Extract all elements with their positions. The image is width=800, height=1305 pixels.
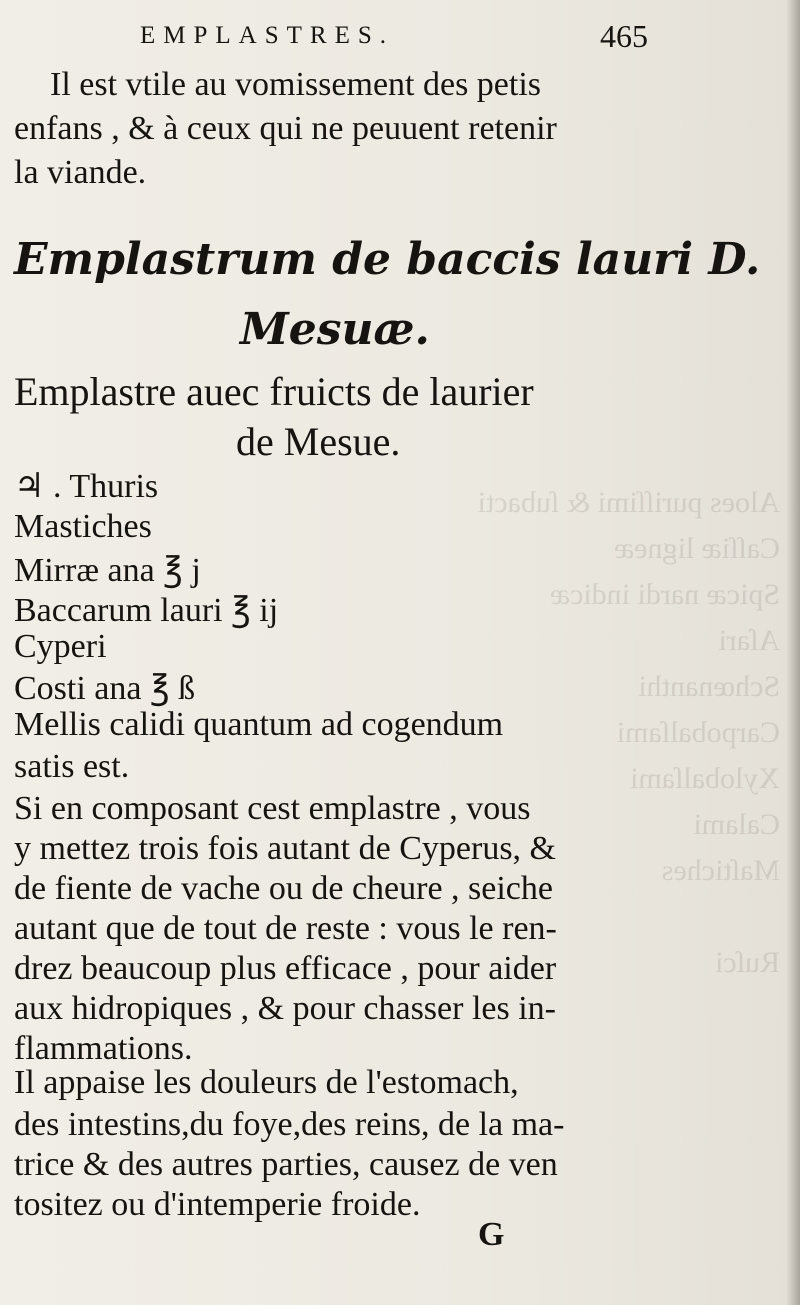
paragraph-line: des intestins,du foye,des reins, de la ma- — [14, 1106, 565, 1143]
latin-title-line-2: Mesuæ. — [240, 304, 430, 355]
paragraph-line: trice & des autres parties, causez de ven — [14, 1146, 558, 1183]
paragraph-line: satis est. — [14, 748, 130, 785]
recipe-line: Baccarum lauri ℥ ij — [14, 592, 279, 629]
latin-title-line-1: Emplastrum de baccis lauri D. — [14, 234, 761, 285]
french-title-line-2: de Mesue. — [236, 419, 401, 464]
recipe-line: Costi ana ℥ ß — [14, 670, 196, 707]
intro-line: Il est vtile au vomissement des petis — [50, 66, 542, 103]
recipe-line: Cyperi — [14, 628, 107, 665]
running-head: EMPLASTRES. — [140, 22, 395, 49]
paragraph-line: de fiente de vache ou de cheure , seiche — [14, 870, 553, 907]
page-edge-shadow — [786, 0, 800, 1305]
paragraph-line: tositez ou d'intemperie froide. — [14, 1186, 421, 1223]
paragraph-line: Mellis calidi quantum ad cogendum — [14, 706, 504, 743]
recipe-line: Mirræ ana ℥ j — [14, 552, 201, 589]
recipe-line: Mastiches — [14, 508, 152, 545]
signature-mark: G — [478, 1216, 505, 1253]
paragraph-line: drez beaucoup plus efficace , pour aider — [14, 950, 557, 987]
paragraph-line: flammations. — [14, 1030, 193, 1067]
page-number: 465 — [600, 18, 648, 54]
intro-line: la viande. — [14, 154, 147, 191]
paragraph-line: y mettez trois fois autant de Cyperus, & — [14, 830, 556, 867]
paragraph-line: Si en composant cest emplastre , vous — [14, 790, 531, 827]
recipe-line: ♃ . Thuris — [14, 468, 159, 505]
paragraph-line: autant que de tout de reste : vous le ren- — [14, 910, 557, 947]
french-title-line-1: Emplastre auec fruicts de laurier — [14, 369, 534, 414]
paragraph-line: Il appaise les douleurs de l'estomach, — [14, 1064, 519, 1101]
intro-line: enfans , & à ceux qui ne peuuent retenir — [14, 110, 557, 147]
paragraph-line: aux hidropiques , & pour chasser les in- — [14, 990, 556, 1027]
show-through-text: Aloes puriſſimi & ſubacti Caſſiæ ligneæ Spicæ nardi indicæ Aſari Schœnanthi Carpobalſami Xylobalſami Calami Maſtiches Ruſci — [477, 486, 780, 979]
